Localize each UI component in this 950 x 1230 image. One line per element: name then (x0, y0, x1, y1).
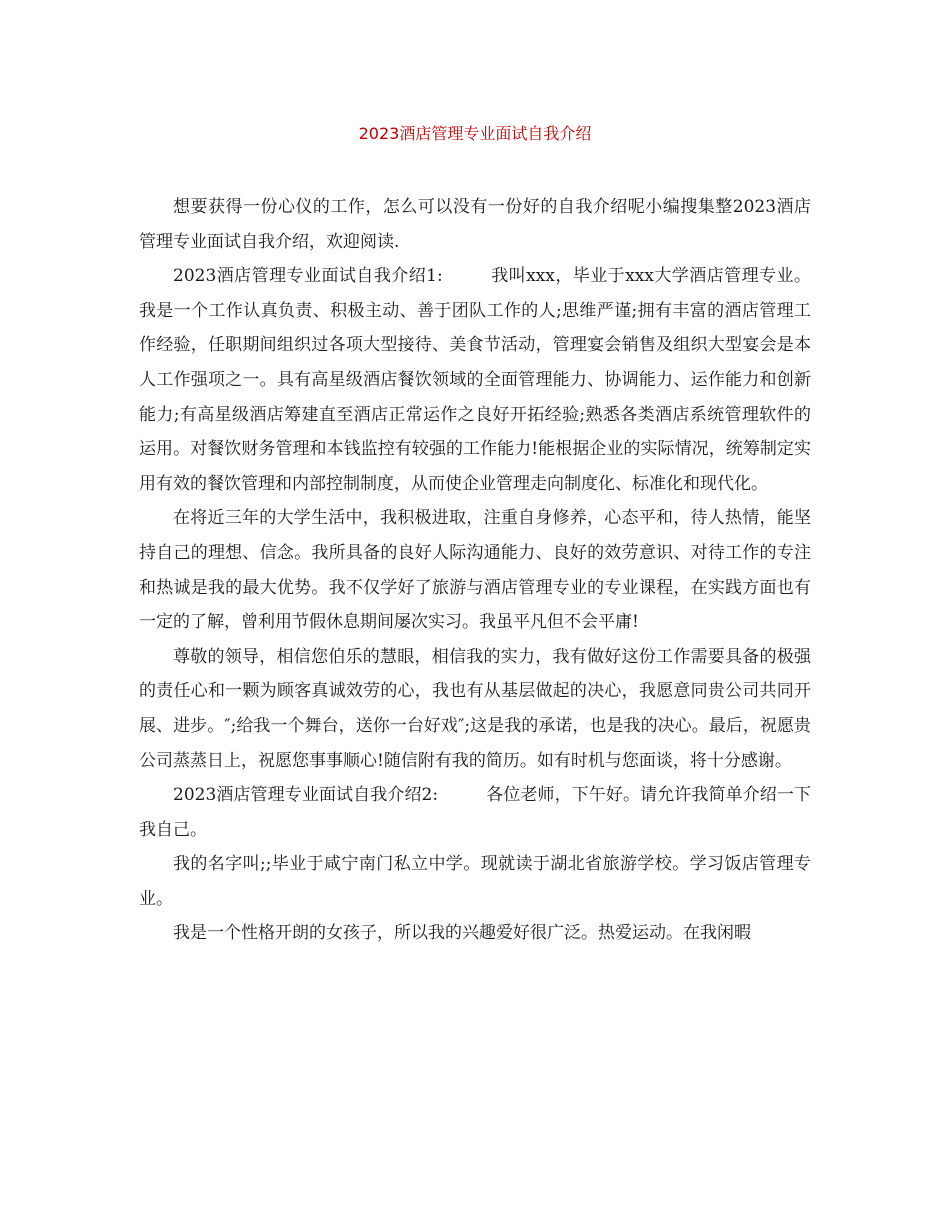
paragraph-name: 我的名字叫;;毕业于咸宁南门私立中学。现就读于湖北省旅游学校。学习饭店管理专业。 (139, 854, 811, 909)
paragraph-intro-1 (139, 259, 811, 501)
paragraph-intro-2 (139, 778, 811, 847)
section-label-2: 2023酒店管理专业面试自我介绍2: (173, 785, 439, 806)
paragraph-closing: 尊敬的领导，相信您伯乐的慧眼，相信我的实力，我有做好这份工作需要具备的极强的责任心和一颗为顾客真诚效劳的心，我也有从基层做起的决心，我愿意同贵公司共同开展、进步。″;给我一个舞台，送你一台好戏″;这是我的承诺，也是我的决心。最后，祝愿贵公司蒸蒸日上，祝愿您事事顺心!随信附有我的简历。如有时机与您面谈，将十分感谢。 (139, 646, 811, 771)
paragraph-university: 在将近三年的大学生活中，我积极进取，注重自身修养，心态平和，待人热情，能坚持自己的理想、信念。我所具备的良好人际沟通能力、良好的效劳意识、对待工作的专注和热诚是我的最大优势。我不仅学好了旅游与酒店管理专业的专业课程，在实践方面也有一定的了解，曾利用节假休息期间屡次实习。我虽平凡但不会平庸! (139, 508, 811, 633)
paragraph-intro: 想要获得一份心仪的工作，怎么可以没有一份好的自我介绍呢小编搜集整2023酒店管理专业面试自我介绍，欢迎阅读. (139, 197, 811, 252)
section-label-1: 2023酒店管理专业面试自我介绍1: (173, 266, 443, 287)
document-title: 2023酒店管理专业面试自我介绍 (358, 124, 592, 143)
paragraph-hobbies: 我是一个性格开朗的女孩子，所以我的兴趣爱好很广泛。热爱运动。在我闲暇 (173, 923, 751, 944)
section-text-1: 我叫xxx，毕业于xxx大学酒店管理专业。我是一个工作认真负责、积极主动、善于团队工作的人;思维严谨;拥有丰富的酒店管理工作经验，任职期间组织过各项大型接待、美食节活动，管理宴会销售及组织大型宴会是本人工作强项之一。具有高星级酒店餐饮领域的全面管理能力、协调能力、运作能力和创新能力;有高星级酒店筹建直至酒店正常运作之良好开拓经验;熟悉各类酒店系统管理软件的运用。对餐饮财务管理和本钱监控有较强的工作能力!能根据企业的实际情况，统筹制定实用有效的餐饮管理和内部控制制度，从而使企业管理走向制度化、标准化和现代化。 (139, 266, 811, 494)
section-text-2: 各位老师，下午好。请允许我简单介绍一下我自己。 (139, 785, 812, 840)
document-body (139, 190, 811, 951)
